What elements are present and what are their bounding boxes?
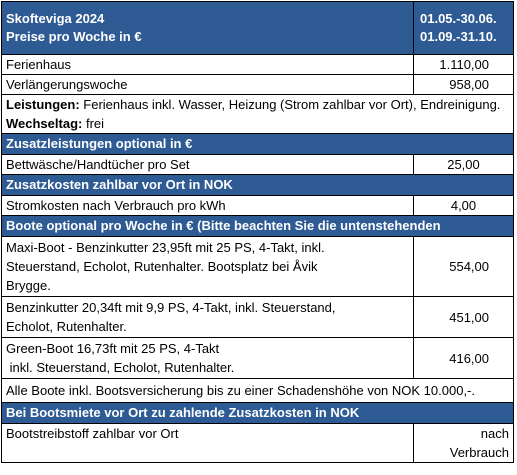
period-cell bbox=[414, 2, 513, 54]
section-boote bbox=[1, 216, 514, 237]
bootsmiete-heading: Bei Bootsmiete vor Ort zu zahlende Zusatzkosten in NOK bbox=[6, 405, 360, 420]
boote-note: Alle Boote inkl. Bootsversicherung bis zu einer Schadenshöhe von NOK 10.000,-. bbox=[6, 383, 475, 398]
boat-2-description bbox=[2, 297, 414, 337]
strom-value: 4,00 bbox=[450, 198, 477, 213]
bettwaesche-value: 25,00 bbox=[447, 157, 480, 172]
ferienhaus-label: Ferienhaus bbox=[2, 55, 414, 74]
table-row-treibstoff bbox=[1, 424, 514, 463]
table-row-bettwaesche bbox=[1, 155, 514, 175]
table-row-boat-1 bbox=[1, 237, 514, 297]
section-zusatzkosten bbox=[1, 175, 514, 196]
table-row-verlaengerung bbox=[1, 75, 514, 95]
boat-3-description bbox=[2, 338, 414, 378]
boat-1-description bbox=[2, 237, 414, 296]
period-1: 01.05.-30.06. bbox=[420, 11, 497, 26]
table-header bbox=[1, 1, 514, 55]
table-row-leistungen bbox=[1, 95, 514, 134]
leistungen-label: Leistungen: bbox=[6, 97, 80, 112]
boat-3-line-2: inkl. Steuerstand, Echolot, Rutenhalter. bbox=[6, 360, 235, 375]
wechseltag-label: Wechseltag: bbox=[6, 116, 83, 131]
leistungen-text bbox=[2, 95, 513, 133]
boat-1-line-2: Steuerstand, Echolot, Rutenhalter. Bootsplatz bei Åvik bbox=[6, 259, 318, 274]
boat-1-line-3: Brygge. bbox=[6, 278, 51, 293]
table-row-boat-2 bbox=[1, 297, 514, 338]
boat-3-line-1: Green-Boot 16,73ft mit 25 PS, 4-Takt bbox=[6, 341, 220, 356]
period-2: 01.09.-31.10. bbox=[420, 29, 497, 44]
treibstoff-label: Bootstreibstoff zahlbar vor Ort bbox=[2, 424, 414, 462]
ferienhaus-value: 1.110,00 bbox=[439, 57, 489, 72]
table-row-strom bbox=[1, 196, 514, 216]
boote-heading: Boote optional pro Woche in € (Bitte beachten Sie die untenstehenden bbox=[6, 218, 441, 233]
table-row-boote-note bbox=[1, 379, 514, 403]
boat-2-price: 451,00 bbox=[449, 309, 489, 325]
title-line-2: Preise pro Woche in € bbox=[6, 29, 142, 44]
treibstoff-value: nach Verbrauch bbox=[449, 426, 509, 460]
zusatzleistungen-heading: Zusatzleistungen optional in € bbox=[6, 136, 193, 151]
boat-1-line-1: Maxi-Boot - Benzinkutter 23,95ft mit 25 PS, 4-Takt, inkl. bbox=[6, 240, 325, 255]
table-row-ferienhaus bbox=[1, 55, 514, 75]
boat-1-price: 554,00 bbox=[449, 259, 489, 274]
leistungen-description: Ferienhaus inkl. Wasser, Heizung (Strom zahlbar vor Ort), Endreinigung. bbox=[79, 97, 501, 112]
zusatzkosten-heading: Zusatzkosten zahlbar vor Ort in NOK bbox=[6, 177, 233, 192]
bettwaesche-label: Bettwäsche/Handtücher pro Set bbox=[2, 155, 414, 174]
section-bootsmiete bbox=[1, 403, 514, 424]
title-line-1: Skofteviga 2024 bbox=[6, 11, 105, 26]
verlaengerung-value: 958,00 bbox=[449, 77, 489, 92]
boat-2-line-2: Echolot, Rutenhalter. bbox=[6, 319, 127, 334]
table-row-boat-3 bbox=[1, 338, 514, 379]
price-table bbox=[1, 1, 514, 463]
section-zusatzleistungen bbox=[1, 134, 514, 155]
verlaengerung-label: Verlängerungswoche bbox=[2, 75, 414, 94]
boat-3-price: 416,00 bbox=[449, 350, 489, 366]
strom-label: Stromkosten nach Verbrauch pro kWh bbox=[2, 196, 414, 215]
wechseltag-value: frei bbox=[82, 116, 105, 131]
title-cell bbox=[2, 2, 414, 54]
boat-2-line-1: Benzinkutter 20,34ft mit 9,9 PS, 4-Takt, inkl. Steuerstand, bbox=[6, 300, 336, 315]
